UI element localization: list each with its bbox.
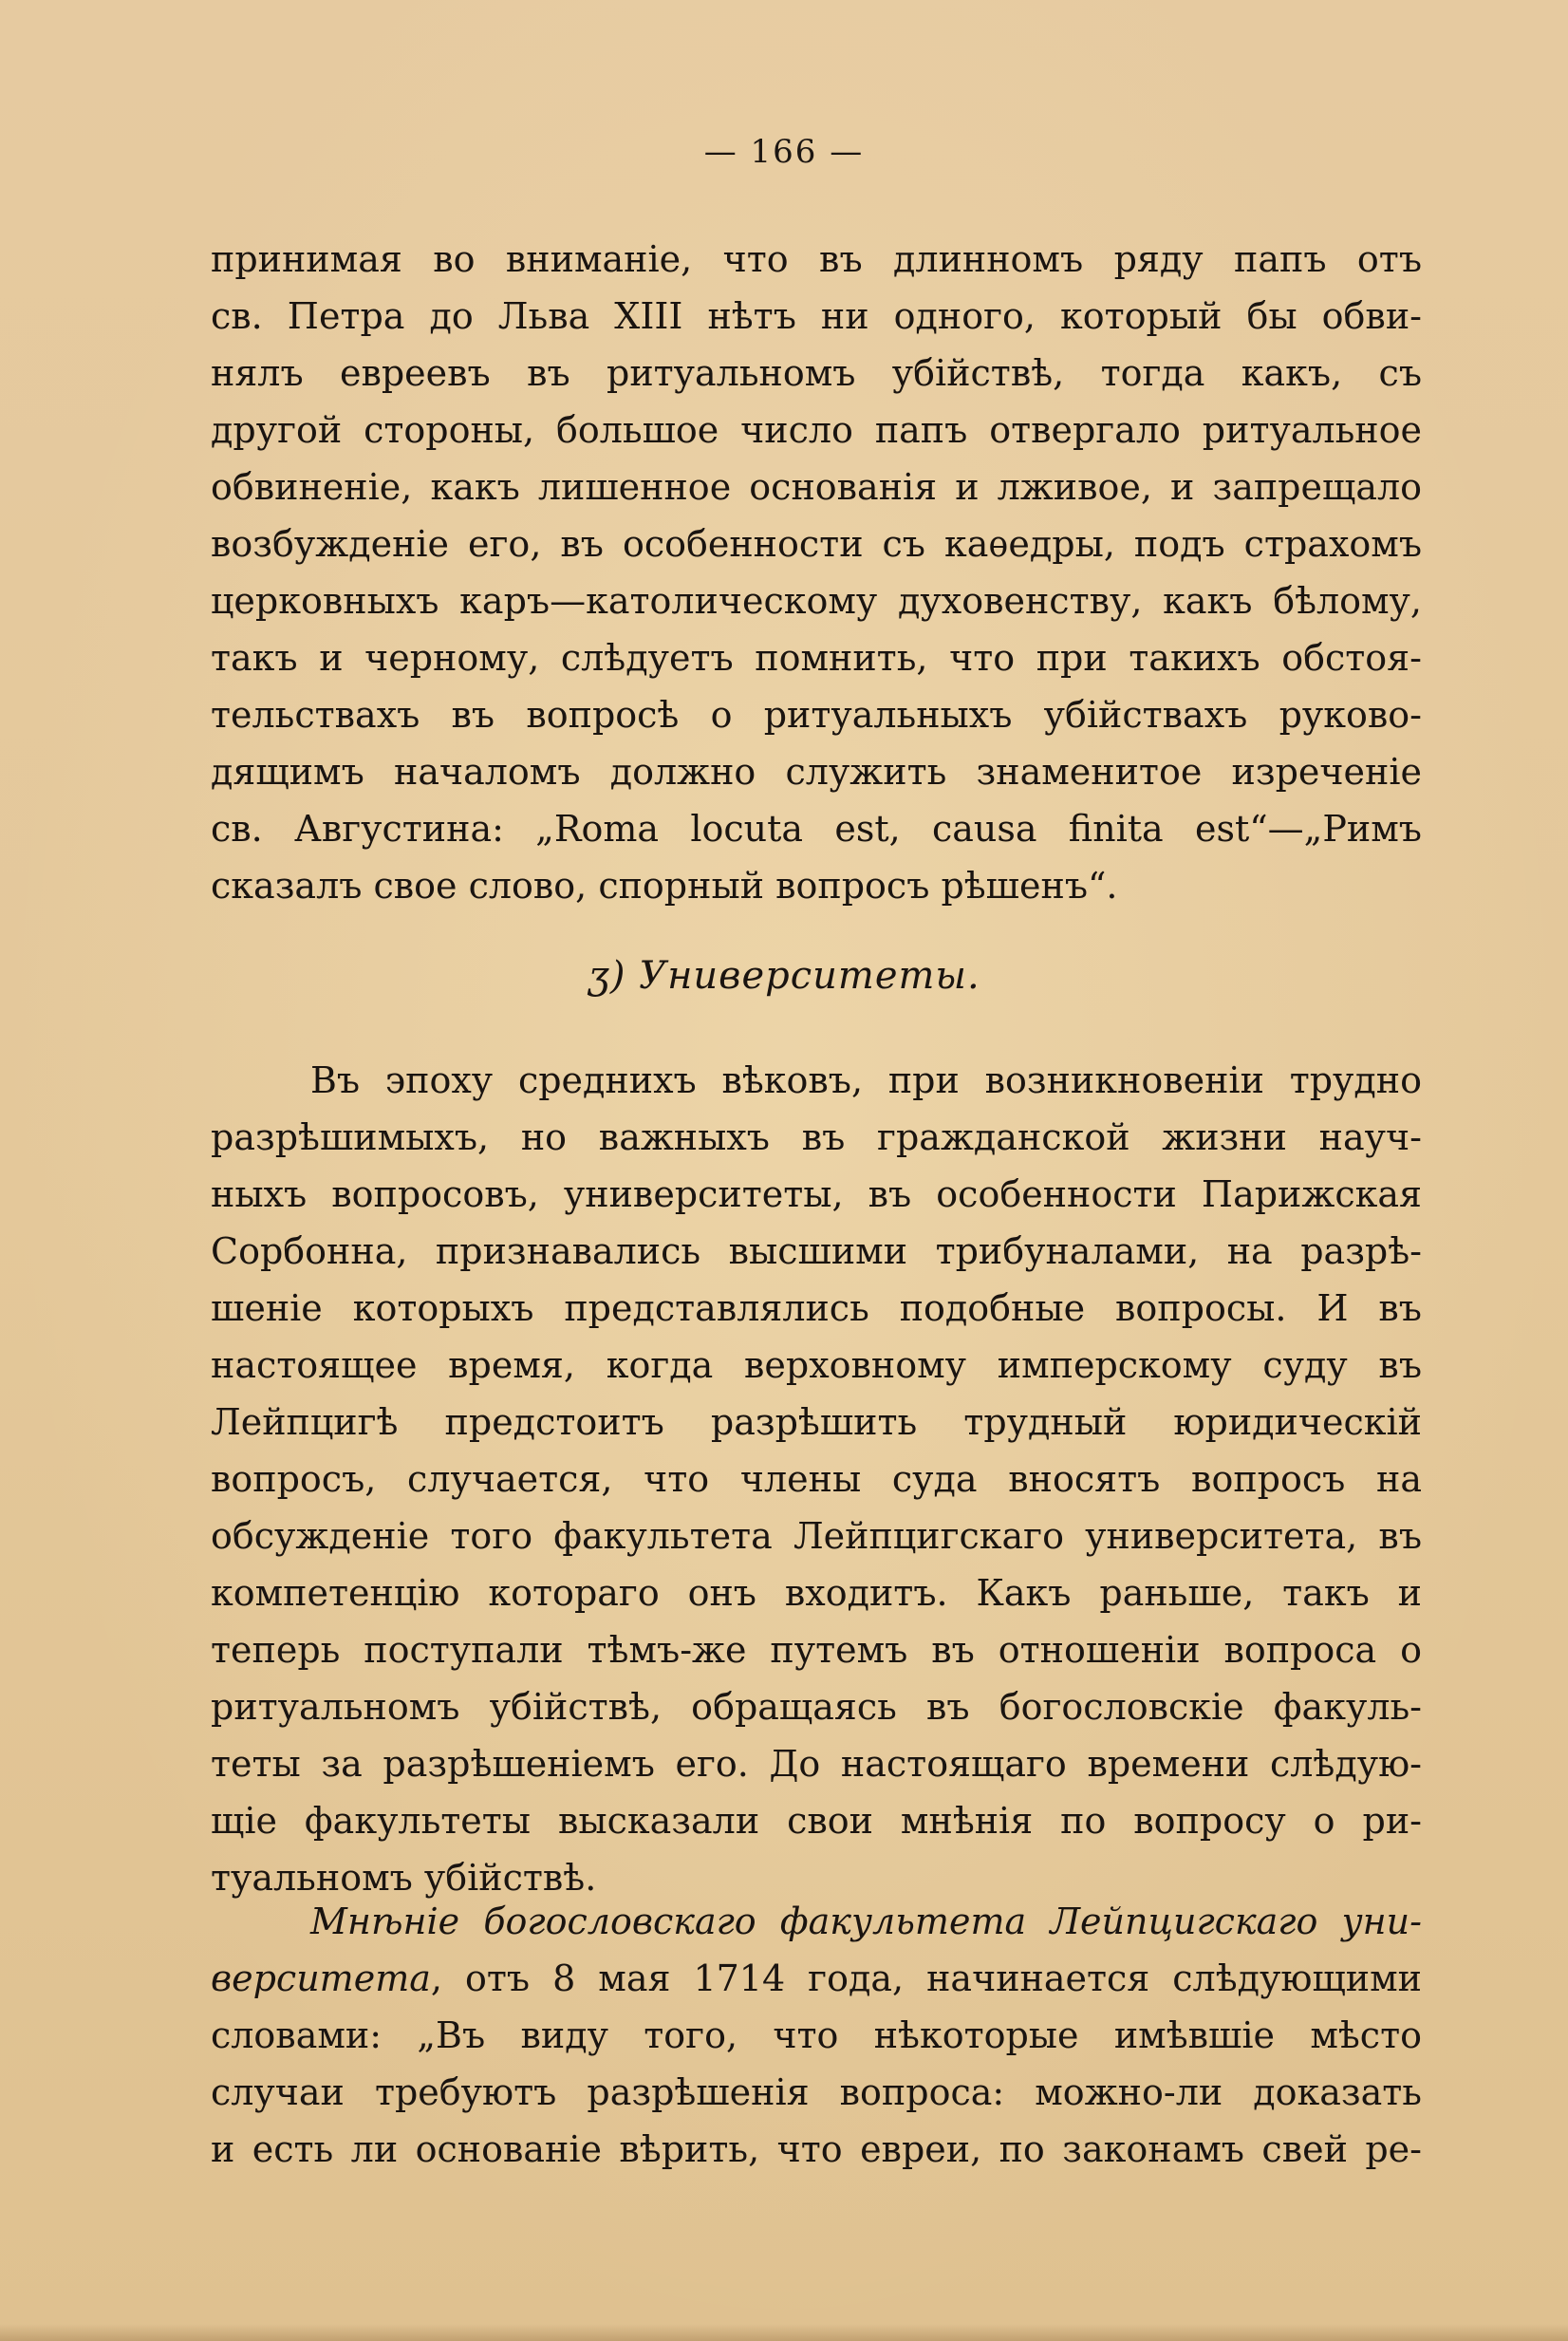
text-line: Лейпцигѣ предстоитъ разрѣшить трудный юридическій (211, 1401, 1422, 1443)
text-line: нялъ евреевъ въ ритуальномъ убійствѣ, тогда какъ, съ (211, 352, 1422, 394)
text-line: св. Августина: „Roma locuta est, causa finita est“—„Римъ (211, 808, 1422, 850)
text-line: такъ и черному, слѣдуетъ помнить, что при такихъ обстоя- (211, 637, 1422, 679)
text-line: принимая во вниманіе, что въ длинномъ ряду папъ отъ (211, 238, 1422, 280)
text-line: возбужденіе его, въ особенности съ каѳедры, подъ страхомъ (211, 523, 1422, 565)
paragraph-leipzig-opinion (211, 1893, 1422, 2178)
text-line: Сорбонна, признавались высшими трибуналами, на разрѣ- (211, 1230, 1422, 1272)
text-line: случаи требуютъ разрѣшенія вопроса: можно-ли доказать (211, 2071, 1422, 2113)
text-line: Въ эпоху среднихъ вѣковъ, при возникновеніи трудно (310, 1059, 1422, 1101)
text-line: теперь поступали тѣмъ-же путемъ въ отношеніи вопроса о (211, 1629, 1422, 1671)
text-line: тельствахъ въ вопросѣ о ритуальныхъ убійствахъ руково- (211, 694, 1422, 736)
text-line: церковныхъ каръ—католическому духовенству, какъ бѣлому, (211, 580, 1422, 622)
text-line: и есть ли основаніе вѣрить, что евреи, по законамъ свей ре- (211, 2128, 1422, 2170)
text-line: ныхъ вопросовъ, университеты, въ особенности Парижская (211, 1173, 1422, 1215)
italic-lead-line: Мнѣніе богословскаго факультета Лейпцигскаго уни- (310, 1901, 1422, 1942)
text-line: вопросъ, случается, что члены суда вносятъ вопросъ на (211, 1458, 1422, 1500)
text-line: обсужденіе того факультета Лейпцигскаго университета, въ (211, 1515, 1422, 1557)
text-line (211, 1950, 1422, 2007)
text-line: настоящее время, когда верховному имперскому суду въ (211, 1344, 1422, 1386)
text-line: разрѣшимыхъ, но важныхъ въ гражданской жизни науч- (211, 1116, 1422, 1158)
text-line: сказалъ свое слово, спорный вопросъ рѣшенъ“. (211, 865, 1118, 907)
text-line: ритуальномъ убійствѣ, обращаясь въ богословскіе факуль- (211, 1686, 1422, 1728)
paragraph-papal-condemnation (211, 231, 1422, 914)
section-heading: ʒ) Университеты. (588, 954, 980, 998)
text-fragment: , отъ 8 мая 1714 года, начинается слѣдующими (430, 1957, 1422, 1999)
text-line: словами: „Въ виду того, что нѣкоторые имѣвшіе мѣсто (211, 2014, 1422, 2056)
text-line: компетенцію котораго онъ входитъ. Какъ раньше, такъ и (211, 1572, 1422, 1614)
text-line: св. Петра до Льва XIII нѣтъ ни одного, который бы обви- (211, 295, 1422, 337)
text-line: теты за разрѣшеніемъ его. До настоящаго времени слѣдую- (211, 1743, 1422, 1785)
italic-lead-continuation: верситета (211, 1957, 431, 1999)
text-line: дящимъ началомъ должно служить знаменитое изреченіе (211, 751, 1422, 793)
page-number: — 166 — (703, 133, 865, 171)
text-line: обвиненіе, какъ лишенное основанія и лживое, и запрещало (211, 466, 1422, 508)
text-line: шеніе которыхъ представлялись подобные вопросы. И въ (211, 1287, 1422, 1329)
paragraph-universities (211, 1052, 1422, 1906)
text-line: туальномъ убійствѣ. (211, 1857, 597, 1899)
text-line: щіе факультеты высказали свои мнѣнія по вопросу о ри- (211, 1800, 1422, 1842)
text-line: другой стороны, большое число папъ отвергало ритуальное (211, 409, 1422, 451)
